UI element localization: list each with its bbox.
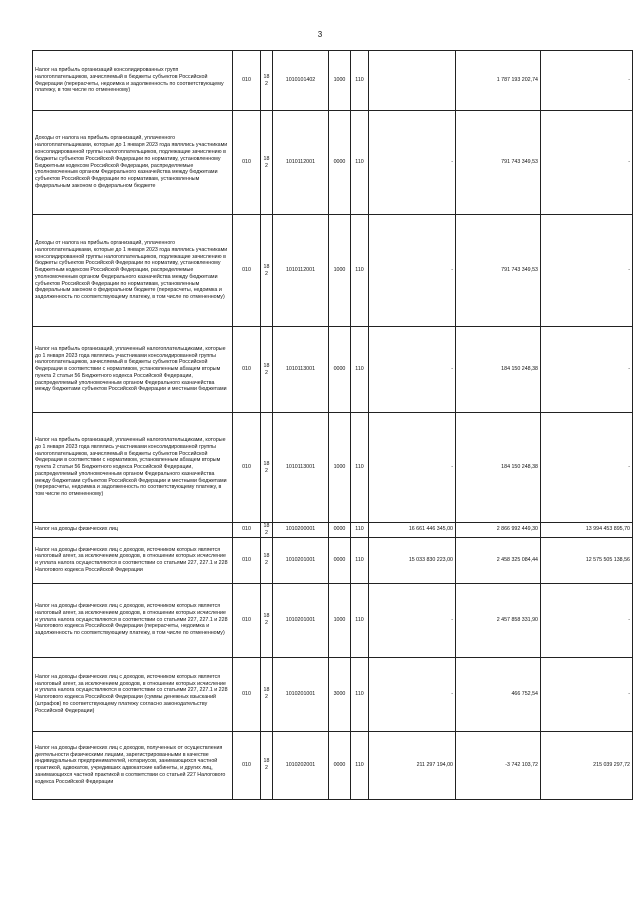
- approved-amount-cell: 211 297 194,00: [369, 731, 456, 799]
- executed-amount-cell: 184 150 248,38: [456, 327, 541, 413]
- kbk-code-cell: 1010113001: [273, 327, 329, 413]
- kosgu-code-cell: 110: [351, 215, 369, 327]
- unexecuted-amount-cell: -: [541, 657, 633, 731]
- approved-amount-cell: -: [369, 413, 456, 523]
- subtype-code-cell: 0000: [329, 731, 351, 799]
- executed-amount-cell: 2 458 325 084,44: [456, 537, 541, 583]
- kbk-code-cell: 1010202001: [273, 731, 329, 799]
- admin-code-cell: 182: [261, 537, 273, 583]
- line-code-cell: 010: [233, 327, 261, 413]
- income-name-cell: Налог на прибыль организаций, уплаченный налогоплательщиками, которые до 1 января 2023 года являлись участниками консолидированной группы налогоплательщиков, зачисляемый в бюджеты субъектов Российской Федерации в соответствии с нормативом, установленным абзацем вторым пункта 2 статьи 56 Бюджетного кодекса Российской Федерации, распределяемый уполномоченным органом Федерального казначейства между бюджетами субъектов Российской Федерации и местными бюджетами (перерасчеты, недоимка и задолженность по соответствующему платежу, в том числе по отмененному): [33, 413, 233, 523]
- income-name-cell: Доходы от налога на прибыль организаций, уплаченного налогоплательщиками, которые до 1 января 2023 года являлись участниками консолидированной группы налогоплательщиков, подлежащие зачислению в бюджеты субъектов Российской Федерации по нормативу, установленному Бюджетным кодексом Российской Федерации, распределяемые уполномоченным органом Федерального казначейства между бюджетами субъектов Российской Федерации по нормативам, установленным федеральным законом о федеральном бюджете: [33, 111, 233, 215]
- table-row: [33, 327, 633, 413]
- subtype-code-cell: 1000: [329, 215, 351, 327]
- table-row: [33, 51, 633, 111]
- unexecuted-amount-cell: -: [541, 327, 633, 413]
- line-code-cell: 010: [233, 523, 261, 538]
- kbk-code-cell: 1010101402: [273, 51, 329, 111]
- table-row: [33, 413, 633, 523]
- income-name-cell: Налог на прибыль организаций консолидированных групп налогоплательщиков, зачисляемый в бюджеты субъектов Российской Федерации (перерасчеты, недоимка и задолженность по соответствующему платежу, в том числе по отмененному): [33, 51, 233, 111]
- subtype-code-cell: 0000: [329, 111, 351, 215]
- subtype-code-cell: 3000: [329, 657, 351, 731]
- executed-amount-cell: 791 743 349,53: [456, 111, 541, 215]
- subtype-code-cell: 0000: [329, 537, 351, 583]
- kosgu-code-cell: 110: [351, 111, 369, 215]
- approved-amount-cell: -: [369, 327, 456, 413]
- unexecuted-amount-cell: -: [541, 215, 633, 327]
- table-row: [33, 537, 633, 583]
- executed-amount-cell: 2 457 858 331,90: [456, 583, 541, 657]
- kbk-code-cell: 1010201001: [273, 657, 329, 731]
- admin-code-cell: 182: [261, 657, 273, 731]
- subtype-code-cell: 0000: [329, 523, 351, 538]
- subtype-code-cell: 0000: [329, 327, 351, 413]
- table-body: [33, 51, 633, 800]
- line-code-cell: 010: [233, 537, 261, 583]
- kosgu-code-cell: 110: [351, 51, 369, 111]
- approved-amount-cell: -: [369, 215, 456, 327]
- unexecuted-amount-cell: 13 994 453 895,70: [541, 523, 633, 538]
- unexecuted-amount-cell: -: [541, 51, 633, 111]
- unexecuted-amount-cell: 12 575 505 138,56: [541, 537, 633, 583]
- executed-amount-cell: 466 752,54: [456, 657, 541, 731]
- kosgu-code-cell: 110: [351, 523, 369, 538]
- kbk-code-cell: 1010112001: [273, 215, 329, 327]
- line-code-cell: 010: [233, 657, 261, 731]
- income-name-cell: Налог на доходы физических лиц с доходов, источником которых является налоговый агент, за исключением доходов, в отношении которых исчисление и уплата налога осуществляются в соответствии со статьями 227, 227.1 и 228 Налогового кодекса Российской Федерации (перерасчеты, недоимка и задолженность по соответствующему платежу, в том числе по отмененному): [33, 583, 233, 657]
- admin-code-cell: 182: [261, 215, 273, 327]
- line-code-cell: 010: [233, 111, 261, 215]
- approved-amount-cell: -: [369, 657, 456, 731]
- income-name-cell: Налог на доходы физических лиц с доходов, источником которых является налоговый агент, за исключением доходов, в отношении которых исчисление и уплата налога осуществляются в соответствии со статьями 227, 227.1 и 228 Налогового кодекса Российской Федерации: [33, 537, 233, 583]
- income-name-cell: Налог на доходы физических лиц: [33, 523, 233, 538]
- line-code-cell: 010: [233, 413, 261, 523]
- income-name-cell: Налог на доходы физических лиц с доходов, полученных от осуществления деятельности физическими лицами, зарегистрированными в качестве индивидуальных предпринимателей, нотариусов, занимающихся частной практикой, адвокатов, учредивших адвокатские кабинеты, и других лиц, занимающихся частной практикой в соответствии со статьей 227 Налогового кодекса Российской Федерации: [33, 731, 233, 799]
- admin-code-cell: 182: [261, 413, 273, 523]
- line-code-cell: 010: [233, 731, 261, 799]
- admin-code-cell: 182: [261, 731, 273, 799]
- income-name-cell: Налог на прибыль организаций, уплаченный налогоплательщиками, которые до 1 января 2023 года являлись участниками консолидированной группы налогоплательщиков, зачисляемый в бюджеты субъектов Российской Федерации в соответствии с нормативом, установленным абзацем вторым пункта 2 статьи 56 Бюджетного кодекса Российской Федерации, распределяемый уполномоченным органом Федерального казначейства между бюджетами субъектов Российской Федерации и местными бюджетами: [33, 327, 233, 413]
- table-row: [33, 215, 633, 327]
- admin-code-cell: 182: [261, 583, 273, 657]
- unexecuted-amount-cell: 215 039 297,72: [541, 731, 633, 799]
- table-row: [33, 731, 633, 799]
- admin-code-cell: 182: [261, 51, 273, 111]
- kbk-code-cell: 1010201001: [273, 537, 329, 583]
- subtype-code-cell: 1000: [329, 583, 351, 657]
- admin-code-cell: 182: [261, 327, 273, 413]
- approved-amount-cell: 16 661 446 345,00: [369, 523, 456, 538]
- kbk-code-cell: 1010113001: [273, 413, 329, 523]
- subtype-code-cell: 1000: [329, 413, 351, 523]
- kosgu-code-cell: 110: [351, 583, 369, 657]
- kosgu-code-cell: 110: [351, 657, 369, 731]
- table-row: [33, 583, 633, 657]
- executed-amount-cell: -3 742 103,72: [456, 731, 541, 799]
- line-code-cell: 010: [233, 215, 261, 327]
- income-name-cell: Налог на доходы физических лиц с доходов, источником которых является налоговый агент, за исключением доходов, в отношении которых исчисление и уплата налога осуществляются в соответствии со статьями 227, 227.1 и 228 Налогового кодекса Российской Федерации (суммы денежных взысканий (штрафов) по соответствующему платежу согласно законодательству Российской Федерации): [33, 657, 233, 731]
- table-row: [33, 657, 633, 731]
- subtype-code-cell: 1000: [329, 51, 351, 111]
- executed-amount-cell: 791 743 349,53: [456, 215, 541, 327]
- income-report-table: [32, 50, 633, 800]
- executed-amount-cell: 1 787 193 202,74: [456, 51, 541, 111]
- kbk-code-cell: 1010200001: [273, 523, 329, 538]
- unexecuted-amount-cell: -: [541, 413, 633, 523]
- approved-amount-cell: [369, 51, 456, 111]
- kosgu-code-cell: 110: [351, 537, 369, 583]
- kosgu-code-cell: 110: [351, 327, 369, 413]
- page-number: 3: [317, 30, 323, 39]
- table-row: [33, 523, 633, 538]
- executed-amount-cell: 2 866 992 449,30: [456, 523, 541, 538]
- approved-amount-cell: 15 033 830 223,00: [369, 537, 456, 583]
- kbk-code-cell: 1010201001: [273, 583, 329, 657]
- admin-code-cell: 182: [261, 111, 273, 215]
- kosgu-code-cell: 110: [351, 731, 369, 799]
- approved-amount-cell: -: [369, 583, 456, 657]
- executed-amount-cell: 184 150 248,38: [456, 413, 541, 523]
- line-code-cell: 010: [233, 583, 261, 657]
- table-row: [33, 111, 633, 215]
- kosgu-code-cell: 110: [351, 413, 369, 523]
- kbk-code-cell: 1010112001: [273, 111, 329, 215]
- unexecuted-amount-cell: -: [541, 111, 633, 215]
- admin-code-cell: 182: [261, 523, 273, 538]
- approved-amount-cell: -: [369, 111, 456, 215]
- income-name-cell: Доходы от налога на прибыль организаций, уплаченного налогоплательщиками, которые до 1 января 2023 года являлись участниками консолидированной группы налогоплательщиков, подлежащие зачислению в бюджеты субъектов Российской Федерации по нормативу, установленному Бюджетным кодексом Российской Федерации, распределяемые уполномоченным органом Федерального казначейства между бюджетами субъектов Российской Федерации по нормативам, установленным федеральным законом о федеральном бюджете (перерасчеты, недоимка и задолженность по соответствующему платежу, в том числе по отмененному): [33, 215, 233, 327]
- line-code-cell: 010: [233, 51, 261, 111]
- unexecuted-amount-cell: -: [541, 583, 633, 657]
